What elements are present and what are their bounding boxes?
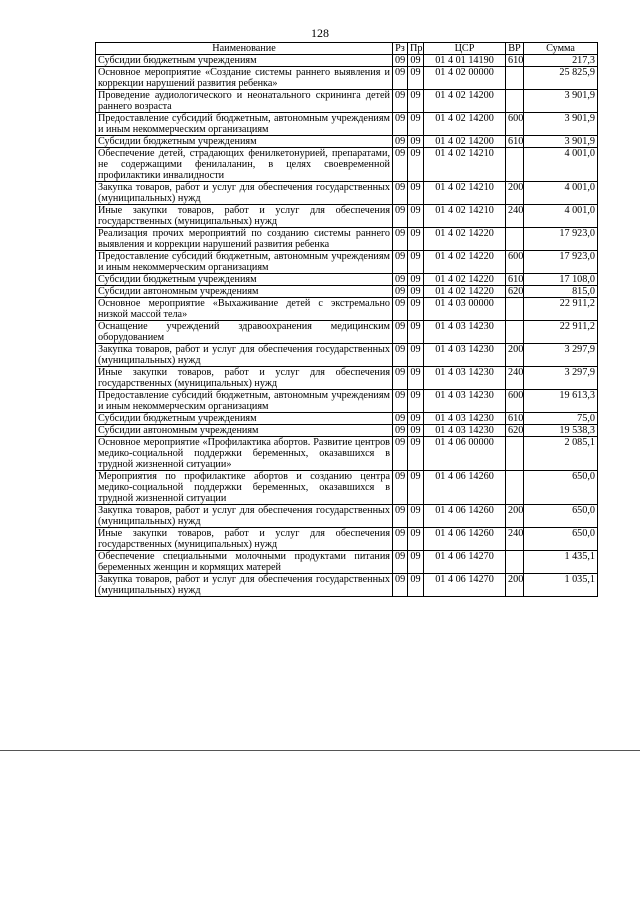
table-row [96,390,598,413]
row-name: Основное мероприятие «Создание системы раннего выявления и коррекции нарушений развития ребенка» [96,67,393,90]
row-rz: 09 [393,551,408,574]
row-vr [506,437,524,471]
row-sum: 22 911,2 [524,298,598,321]
row-sum: 1 035,1 [524,574,598,597]
row-name: Обеспечение специальными молочными продуктами питания беременных женщин и кормящих матерей [96,551,393,574]
row-pr: 09 [408,113,424,136]
row-name: Субсидии автономным учреждениям [96,425,393,437]
row-pr: 09 [408,321,424,344]
row-csr: 01 4 02 14210 [424,182,506,205]
row-name: Мероприятия по профилактике абортов и созданию центра медико-социальной поддержки беременных, оказавшихся в трудной жизненной ситуации [96,471,393,505]
row-vr [506,551,524,574]
row-csr: 01 4 06 00000 [424,437,506,471]
row-rz: 09 [393,425,408,437]
row-vr [506,90,524,113]
row-csr: 01 4 02 14220 [424,228,506,251]
row-sum: 75,0 [524,413,598,425]
row-rz: 09 [393,182,408,205]
row-sum: 25 825,9 [524,67,598,90]
row-name: Оснащение учреждений здравоохранения медицинским оборудованием [96,321,393,344]
table-row [96,321,598,344]
row-rz: 09 [393,274,408,286]
header-csr: ЦСР [424,43,506,55]
row-pr: 09 [408,228,424,251]
row-csr: 01 4 06 14270 [424,574,506,597]
table-row [96,528,598,551]
table-row [96,55,598,67]
row-vr: 600 [506,113,524,136]
table-row [96,274,598,286]
row-sum: 19 613,3 [524,390,598,413]
row-vr [506,471,524,505]
row-name: Субсидии бюджетным учреждениям [96,274,393,286]
row-sum: 17 923,0 [524,228,598,251]
header-rz: Рз [393,43,408,55]
row-vr [506,67,524,90]
row-name: Иные закупки товаров, работ и услуг для обеспечения государственных (муниципальных) нужд [96,528,393,551]
row-vr: 240 [506,205,524,228]
budget-table [95,42,598,597]
row-csr: 01 4 03 14230 [424,367,506,390]
table-body [96,55,598,597]
row-csr: 01 4 06 14260 [424,528,506,551]
table-row [96,251,598,274]
row-pr: 09 [408,344,424,367]
table-row [96,228,598,251]
row-sum: 17 923,0 [524,251,598,274]
row-vr: 610 [506,136,524,148]
row-rz: 09 [393,528,408,551]
row-pr: 09 [408,574,424,597]
row-csr: 01 4 02 14200 [424,113,506,136]
row-name: Реализация прочих мероприятий по созданию системы раннего выявления и коррекции нарушений развития ребенка [96,228,393,251]
row-csr: 01 4 02 14220 [424,251,506,274]
row-name: Предоставление субсидий бюджетным, автономным учреждениям и иным некоммерческим организациям [96,113,393,136]
row-vr: 200 [506,182,524,205]
row-pr: 09 [408,390,424,413]
row-vr [506,321,524,344]
row-csr: 01 4 03 14230 [424,390,506,413]
row-sum: 3 901,9 [524,90,598,113]
row-vr: 200 [506,505,524,528]
row-name: Закупка товаров, работ и услуг для обеспечения государственных (муниципальных) нужд [96,505,393,528]
row-rz: 09 [393,286,408,298]
row-name: Иные закупки товаров, работ и услуг для обеспечения государственных (муниципальных) нужд [96,367,393,390]
row-sum: 3 297,9 [524,367,598,390]
header-sum: Сумма [524,43,598,55]
row-rz: 09 [393,413,408,425]
row-sum: 1 435,1 [524,551,598,574]
table-row [96,551,598,574]
page-number: 128 [311,26,329,40]
row-rz: 09 [393,136,408,148]
row-csr: 01 4 01 14190 [424,55,506,67]
row-csr: 01 4 02 14220 [424,286,506,298]
row-pr: 09 [408,528,424,551]
table-header [96,43,598,55]
row-sum: 4 001,0 [524,205,598,228]
row-csr: 01 4 06 14260 [424,505,506,528]
row-pr: 09 [408,425,424,437]
row-name: Иные закупки товаров, работ и услуг для обеспечения государственных (муниципальных) нужд [96,205,393,228]
table-row [96,113,598,136]
row-sum: 17 108,0 [524,274,598,286]
row-vr: 600 [506,251,524,274]
row-sum: 4 001,0 [524,182,598,205]
row-sum: 650,0 [524,471,598,505]
row-vr: 240 [506,528,524,551]
row-rz: 09 [393,228,408,251]
table-row [96,505,598,528]
row-name: Проведение аудиологического и неонатального скрининга детей раннего возраста [96,90,393,113]
row-pr: 09 [408,274,424,286]
row-rz: 09 [393,390,408,413]
table-row [96,413,598,425]
table-row [96,182,598,205]
row-name: Предоставление субсидий бюджетным, автономным учреждениям и иным некоммерческим организациям [96,251,393,274]
row-vr: 600 [506,390,524,413]
row-sum: 3 901,9 [524,113,598,136]
row-csr: 01 4 02 14200 [424,136,506,148]
row-rz: 09 [393,205,408,228]
row-vr: 610 [506,413,524,425]
row-rz: 09 [393,367,408,390]
row-sum: 2 085,1 [524,437,598,471]
row-csr: 01 4 03 14230 [424,344,506,367]
row-vr: 620 [506,286,524,298]
row-pr: 09 [408,505,424,528]
header-pr: Пр [408,43,424,55]
row-rz: 09 [393,344,408,367]
row-vr: 200 [506,344,524,367]
row-pr: 09 [408,55,424,67]
row-rz: 09 [393,574,408,597]
row-csr: 01 4 02 00000 [424,67,506,90]
row-rz: 09 [393,113,408,136]
row-vr: 200 [506,574,524,597]
row-name: Субсидии бюджетным учреждениям [96,136,393,148]
header-name: Наименование [96,43,393,55]
table-row [96,298,598,321]
row-csr: 01 4 06 14260 [424,471,506,505]
row-csr: 01 4 02 14210 [424,148,506,182]
row-rz: 09 [393,90,408,113]
row-name: Закупка товаров, работ и услуг для обеспечения государственных (муниципальных) нужд [96,182,393,205]
row-pr: 09 [408,136,424,148]
table-row [96,344,598,367]
row-vr: 620 [506,425,524,437]
row-name: Субсидии бюджетным учреждениям [96,55,393,67]
row-vr [506,148,524,182]
row-name: Основное мероприятие «Выхаживание детей с экстремально низкой массой тела» [96,298,393,321]
table-row [96,286,598,298]
row-pr: 09 [408,251,424,274]
row-vr: 610 [506,55,524,67]
row-vr [506,228,524,251]
row-csr: 01 4 06 14270 [424,551,506,574]
page-bottom-rule [0,750,640,751]
table-row [96,574,598,597]
row-pr: 09 [408,205,424,228]
row-sum: 19 538,3 [524,425,598,437]
row-pr: 09 [408,286,424,298]
row-sum: 22 911,2 [524,321,598,344]
table-row [96,367,598,390]
row-pr: 09 [408,367,424,390]
row-name: Предоставление субсидий бюджетным, автономным учреждениям и иным некоммерческим организациям [96,390,393,413]
row-pr: 09 [408,471,424,505]
row-pr: 09 [408,182,424,205]
table-row [96,148,598,182]
table-row [96,437,598,471]
row-sum: 3 901,9 [524,136,598,148]
row-name: Закупка товаров, работ и услуг для обеспечения государственных (муниципальных) нужд [96,574,393,597]
table-row [96,205,598,228]
table-row [96,136,598,148]
row-pr: 09 [408,148,424,182]
row-pr: 09 [408,67,424,90]
row-csr: 01 4 03 14230 [424,425,506,437]
row-csr: 01 4 02 14200 [424,90,506,113]
row-vr [506,298,524,321]
row-sum: 650,0 [524,505,598,528]
table-row [96,67,598,90]
row-rz: 09 [393,437,408,471]
table-row [96,471,598,505]
row-pr: 09 [408,413,424,425]
row-sum: 4 001,0 [524,148,598,182]
row-rz: 09 [393,505,408,528]
row-csr: 01 4 03 00000 [424,298,506,321]
row-pr: 09 [408,298,424,321]
row-csr: 01 4 02 14210 [424,205,506,228]
row-name: Основное мероприятие «Профилактика абортов. Развитие центров медико-социальной поддержки беременных, оказавшихся в трудной жизненной ситуации» [96,437,393,471]
row-csr: 01 4 03 14230 [424,413,506,425]
row-rz: 09 [393,148,408,182]
row-pr: 09 [408,437,424,471]
row-name: Субсидии автономным учреждениям [96,286,393,298]
row-sum: 650,0 [524,528,598,551]
row-csr: 01 4 02 14220 [424,274,506,286]
row-rz: 09 [393,321,408,344]
row-vr: 240 [506,367,524,390]
row-rz: 09 [393,298,408,321]
row-sum: 815,0 [524,286,598,298]
row-name: Обеспечение детей, страдающих фенилкетонурией, препаратами, не содержащими фенилаланин, в целях своевременной профилактики инвалидности [96,148,393,182]
header-vr: ВР [506,43,524,55]
row-sum: 217,3 [524,55,598,67]
row-vr: 610 [506,274,524,286]
row-pr: 09 [408,90,424,113]
row-name: Субсидии бюджетным учреждениям [96,413,393,425]
row-sum: 3 297,9 [524,344,598,367]
row-rz: 09 [393,251,408,274]
row-pr: 09 [408,551,424,574]
row-rz: 09 [393,471,408,505]
row-rz: 09 [393,67,408,90]
row-rz: 09 [393,55,408,67]
table-row [96,90,598,113]
row-name: Закупка товаров, работ и услуг для обеспечения государственных (муниципальных) нужд [96,344,393,367]
table-row [96,425,598,437]
row-csr: 01 4 03 14230 [424,321,506,344]
